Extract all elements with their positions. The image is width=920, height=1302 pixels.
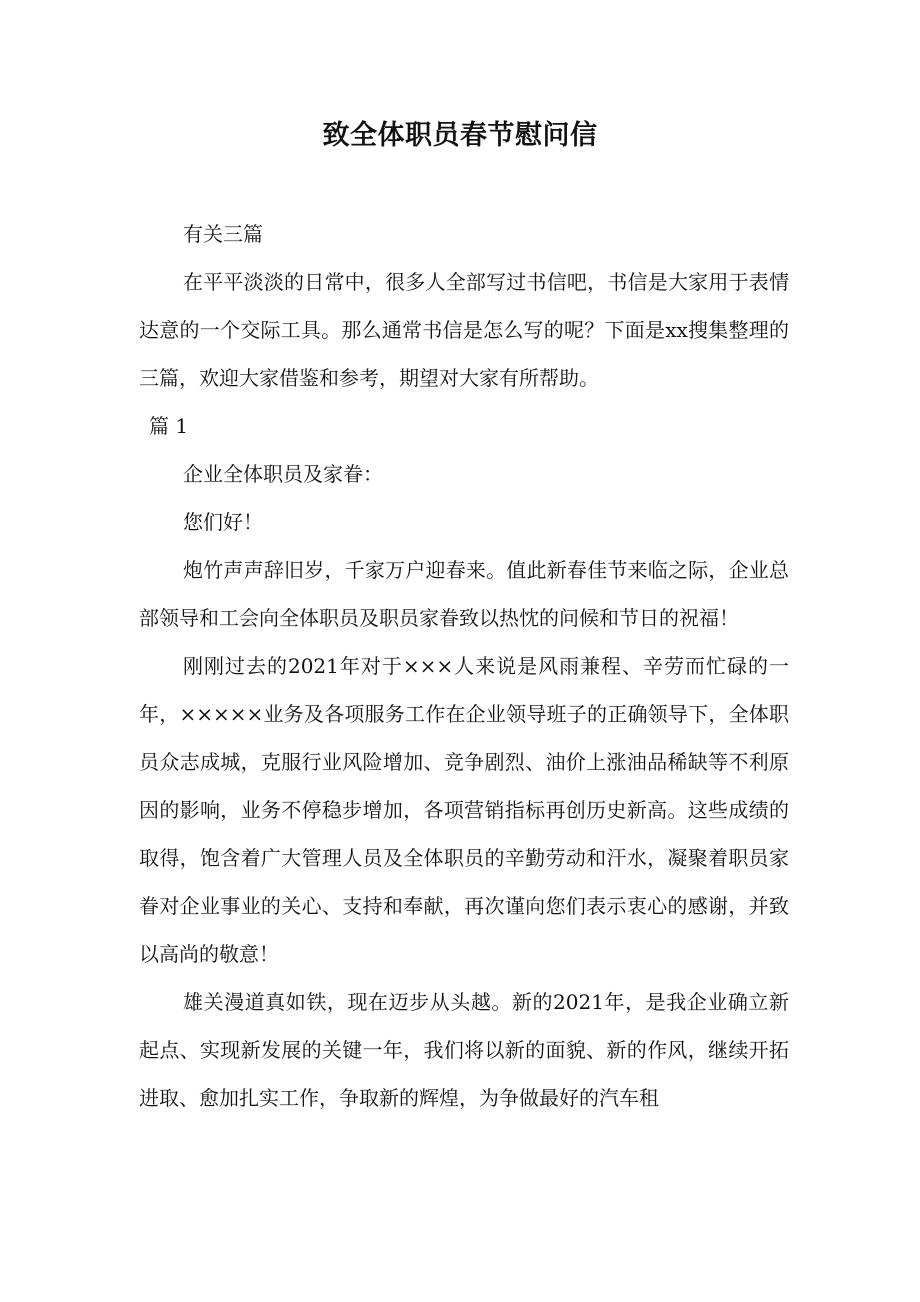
intro-label: 有关三篇 [183, 222, 263, 246]
paragraph: 刚刚过去的2021年对于×××人来说是风雨兼程、辛劳而忙碌的一年，×××××业务及各项服务工作在企业领导班子的正确领导下，全体职员众志成城，克服行业风险增加、竞争剧烈、油价上涨油品稀缺等不利原因的影响，业务不停稳步增加，各项营销指标再创历史新高。这些成绩的取得，饱含着广大管理人员及全体职员的辛勤劳动和汗水，凝聚着职员家眷对企业事业的关心、支持和奉献，再次谨向您们表示衷心的感谢，并致以高尚的敬意！ [139, 654, 789, 966]
document-body [139, 210, 789, 1122]
section-label: 篇 1 [149, 414, 189, 438]
document-title: 致全体职员春节慰问信 [322, 120, 598, 151]
intro-paragraph: 在平平淡淡的日常中，很多人全部写过书信吧，书信是大家用于表情达意的一个交际工具。那么通常书信是怎么写的呢？下面是xx搜集整理的三篇，欢迎大家借鉴和参考，期望对大家有所帮助。 [139, 270, 789, 390]
paragraph: 雄关漫道真如铁，现在迈步从头越。新的2021年，是我企业确立新起点、实现新发展的关键一年，我们将以新的面貌、新的作风，继续开拓进取、愈加扎实工作，争取新的辉煌，为争做最好的汽车租 [139, 990, 789, 1110]
salutation: 企业全体职员及家眷： [183, 462, 383, 486]
greeting: 您们好！ [183, 510, 263, 534]
paragraph: 炮竹声声辞旧岁，千家万户迎春来。值此新春佳节来临之际，企业总部领导和工会向全体职员及职员家眷致以热忱的问候和节日的祝福！ [139, 558, 789, 630]
